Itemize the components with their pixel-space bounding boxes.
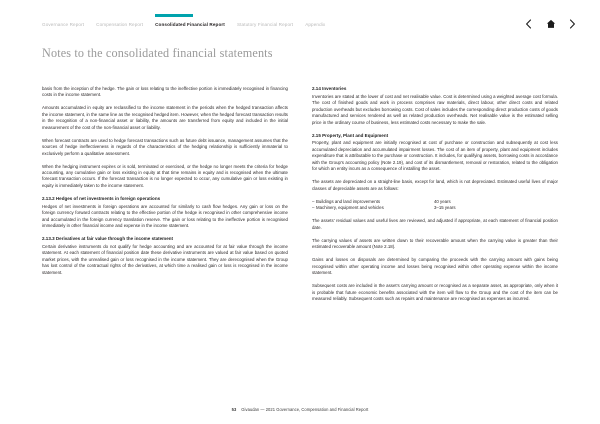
asset-class-label: Machinery, equipment and vehicles <box>316 205 384 211</box>
nav-tab-1[interactable] <box>96 21 155 28</box>
footer-page-number: 53 <box>231 407 237 412</box>
asset-class-label: Buildings and land improvements <box>316 198 380 204</box>
useful-life-list <box>312 199 558 212</box>
top-navigation-bar <box>0 0 600 40</box>
body-paragraph: Inventories are stated at the lower of cost and net realisable value. Cost is determined using a weighted average cost formula. The cost of finished goods and work in process comprises raw materials, direct labour, other direct costs and related production overheads but excludes borrowing costs. Cost of sales includes the corresponding direct production costs of goods manufactured and services rendered as well as related production overheads. Net realisable value is the estimated selling price in the ordinary course of business, less estimated costs necessary to make the sale. <box>312 93 558 125</box>
useful-life-value: 40 years <box>434 198 451 204</box>
next-page-button[interactable] <box>567 18 578 29</box>
previous-page-button[interactable] <box>523 18 534 29</box>
nav-tab-label: Consolidated Financial Report <box>155 22 225 27</box>
body-paragraph: Property, plant and equipment are initially recognised at cost of purchase or construction and subsequently at cost less accumulated depreciation and accumulated impairment losses. The cost of an item of property, plant and equipment includes expenditure that is attributable to the purchase or construction. It includes, for qualifying assets, borrowing costs in accordance with the Group's accounting policy (Note 2.19), and cost of its dismantlement, removal or restoration, related to the obligation for which an entity incurs as a consequence of installing the asset. <box>312 140 558 172</box>
section-heading: 2.14 Inventories <box>312 86 347 91</box>
body-paragraph: The assets are depreciated on a straight-line basis, except for land, which is not depreciated. Estimated useful lives of major classes of depreciable assets are as follows: <box>312 179 558 191</box>
section-heading: 2.15 Property, Plant and Equipment <box>312 132 389 138</box>
report-section-tabs <box>42 21 337 28</box>
body-paragraph: Amounts accumulated in equity are reclassified to the income statement in the periods when the hedged transaction affects the income statement, in the same line as the recognised hedged item. However, when the hedged forecast transaction results in the recognition of a non-financial asset or liability, the amounts are transferred from equity and included in the initial measurement of the cost of the non-financial asset or liability. <box>42 105 288 130</box>
home-icon[interactable] <box>545 18 556 29</box>
list-bullet-dash: – <box>312 198 315 204</box>
page-title: Notes to the consolidated financial statements <box>42 46 273 60</box>
nav-tab-0[interactable] <box>42 21 96 28</box>
footer-report-title: Givaudan — 2021 Governance, Compensation and Financial Report <box>241 407 369 412</box>
page-footer <box>0 407 600 412</box>
page-navigation-controls <box>523 18 578 29</box>
body-paragraph: When the hedging instrument expires or is sold, terminated or exercised, or the hedge no longer meets the criteria for hedge accounting, any cumulative gain or loss existing in equity at that time remains in equity and is recognised when the ultimate forecast transaction occurs. If the forecast transaction is no longer expected to occur, any cumulative gain or loss existing in equity is immediately taken to the income statement. <box>42 163 288 188</box>
section-heading: 2.13.3 Derivatives at fair value through the income statement <box>42 235 174 241</box>
body-paragraph: The carrying values of assets are written down to their recoverable amount when the carrying value is greater than their estimated recoverable amount (Note 2.18). <box>312 237 558 250</box>
body-paragraph: When forecast contracts are used to hedge forecast transactions such as future debt issuance, management assumes that the sources of hedge ineffectiveness in regards of the characteristics of the hedging relationship is sufficiently immaterial to exclusively perform a qualitative assessment. <box>42 137 288 156</box>
nav-tab-3[interactable] <box>237 21 305 28</box>
body-paragraph: Hedges of net investments in foreign operations are accounted for similarly to cash flow hedges. Any gain or loss on the foreign currency forward contracts relating to the effective portion of the hedge is recognised in other comprehensive income and accumulated in the foreign currency translation reserve. The gain or loss relating to the ineffective portion is recognised immediately in other financial income and expense in the income statement. <box>42 203 288 229</box>
body-paragraph: basis from the inception of the hedge. The gain or loss relating to the ineffective portion is immediately recognised in financing costs in the income statement. <box>42 86 288 98</box>
right-text-column <box>312 86 558 309</box>
section-heading: 2.13.2 Hedges of net investments in foreign operations <box>42 195 161 201</box>
useful-life-value: 3–15 years <box>434 205 456 211</box>
body-paragraph: The assets' residual values and useful lives are reviewed, and adjusted if appropriate, at each statement of financial position date. <box>312 218 558 230</box>
nav-tab-label: Governance Report <box>42 22 85 27</box>
nav-tab-label: Statutory Financial Report <box>236 22 294 27</box>
nav-tab-label: Appendix <box>305 22 326 27</box>
nav-tab-label: Compensation Report <box>96 22 144 27</box>
nav-tab-4[interactable] <box>305 21 337 28</box>
left-text-column <box>42 86 288 309</box>
active-tab-indicator <box>155 14 193 17</box>
document-body <box>42 86 558 309</box>
body-paragraph: Gains and losses on disposals are determined by comparing the proceeds with the carrying amount with gains being recognised within other operating income and losses being recognised within other operating expense within the income statement. <box>312 257 558 276</box>
body-paragraph: Certain derivative instruments do not qualify for hedge accounting and are accounted for at fair value through the income statement. At each statement of financial position date these derivative instruments are valued at fair value based on quoted market prices, with the unrealised gain or loss recognised in the income statement. They are derecognised when the Group has lost control of the contractual rights of the derivatives, at which time a realised gain or loss is recognised in the income statement. <box>42 243 288 275</box>
list-item <box>312 205 558 211</box>
list-item <box>312 199 558 205</box>
nav-tab-2[interactable] <box>155 21 237 28</box>
body-paragraph: Subsequent costs are included in the asset's carrying amount or recognised as a separate asset, as appropriate, only when it is probable that future economic benefits associated with the item will flow to the Group and the cost of the item can be measured reliably. Subsequent costs such as repairs and maintenance are recognised as expenses as incurred. <box>312 283 558 301</box>
list-bullet-dash: – <box>312 205 315 211</box>
